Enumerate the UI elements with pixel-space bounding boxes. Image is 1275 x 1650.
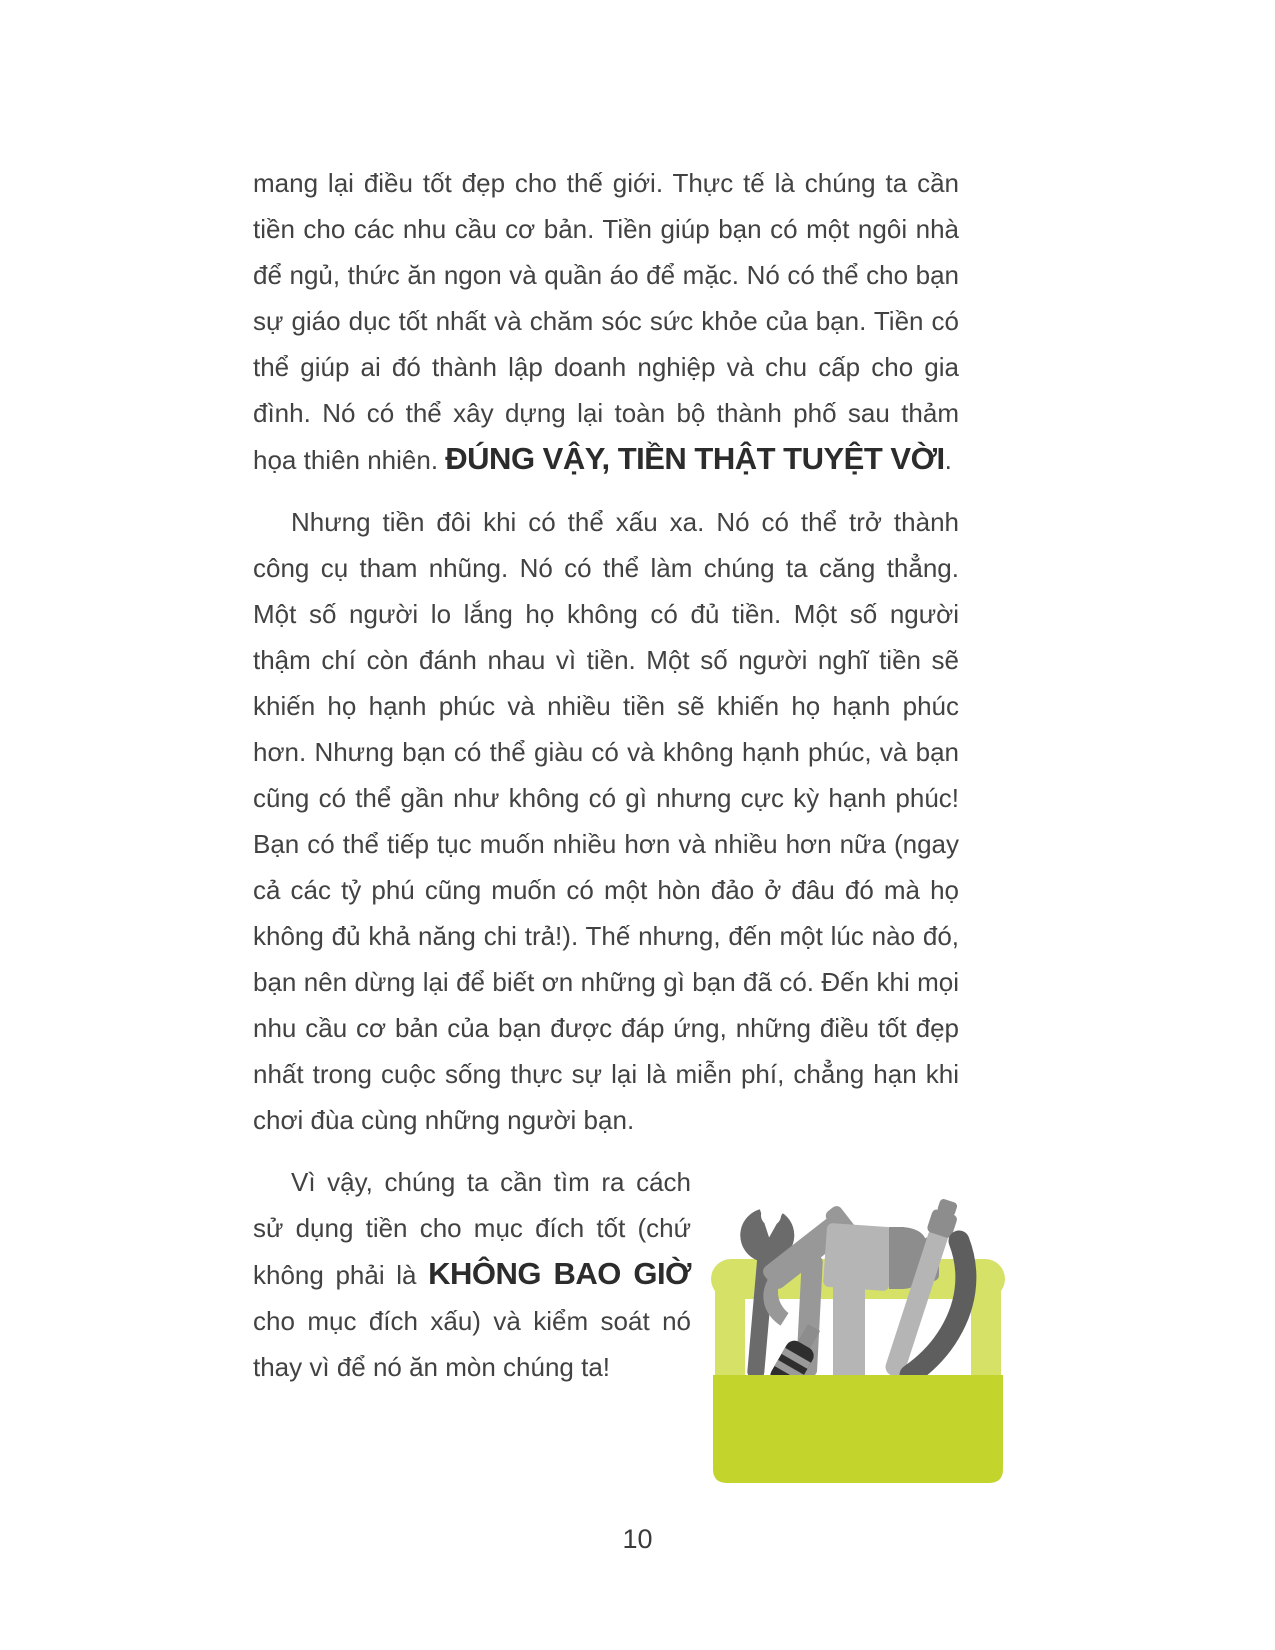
page-number: 10 <box>622 1524 653 1554</box>
marker-emphasis-never: KHÔNG BAO GIỜ <box>428 1256 692 1291</box>
paragraph-2 <box>253 499 959 1143</box>
paragraph-1 <box>253 160 959 483</box>
toolbox-illustration <box>709 1197 1007 1487</box>
paragraph-3 <box>253 1159 959 1390</box>
paragraph-3-text-end: cho mục đích xấu) và kiểm soát nó thay vì để nó ăn mòn chúng ta! <box>253 1306 691 1382</box>
paragraph-3-text: Vì vậy, chúng ta cần tìm ra cách sử dụng tiền cho mục đích tốt (chứ không phải là <box>253 1167 691 1290</box>
paragraph-1-text: mang lại điều tốt đẹp cho thế giới. Thực tế là chúng ta cần tiền cho các nhu cầu cơ bản. Tiền giúp bạn có một ngôi nhà để ngủ, thức ăn ngon và quần áo để mặc. Nó có thể cho bạn sự giáo dục tốt nhất và chăm sóc sức khỏe của bạn. Tiền có thể giúp ai đó thành lập doanh nghiệp và chu cấp cho gia đình. Nó có thể xây dựng lại toàn bộ thành phố sau thảm họa thiên nhiên. <box>253 168 959 475</box>
toolbox-svg <box>709 1197 1007 1487</box>
text-content <box>253 160 959 1493</box>
toolbox-front <box>713 1375 1003 1483</box>
paragraph-2-text: Nhưng tiền đôi khi có thể xấu xa. Nó có thể trở thành công cụ tham nhũng. Nó có thể làm chúng ta căng thẳng. Một số người lo lắng họ không có đủ tiền. Một số người thậm chí còn đánh nhau vì tiền. Một số người nghĩ tiền sẽ khiến họ hạnh phúc và nhiều tiền sẽ khiến họ hạnh phúc hơn. Nhưng bạn có thể giàu có và không hạnh phúc, và bạn cũng có thể gần như không có gì nhưng cực kỳ hạnh phúc! Bạn có thể tiếp tục muốn nhiều hơn và nhiều hơn nữa (ngay cả các tỷ phú cũng muốn có một hòn đảo ở đâu đó mà họ không đủ khả năng chi trả!). Thế nhưng, đến một lúc nào đó, bạn nên dừng lại để biết ơn những gì bạn đã có. Đến khi mọi nhu cầu cơ bản của bạn được đáp ứng, những điều tốt đẹp nhất trong cuộc sống thực sự lại là miễn phí, chẳng hạn khi chơi đùa cùng những người bạn. <box>253 507 959 1135</box>
marker-emphasis-money-is-great: ĐÚNG VẬY, TIỀN THẬT TUYỆT VỜI <box>445 441 945 476</box>
paragraph-1-period: . <box>944 445 952 475</box>
